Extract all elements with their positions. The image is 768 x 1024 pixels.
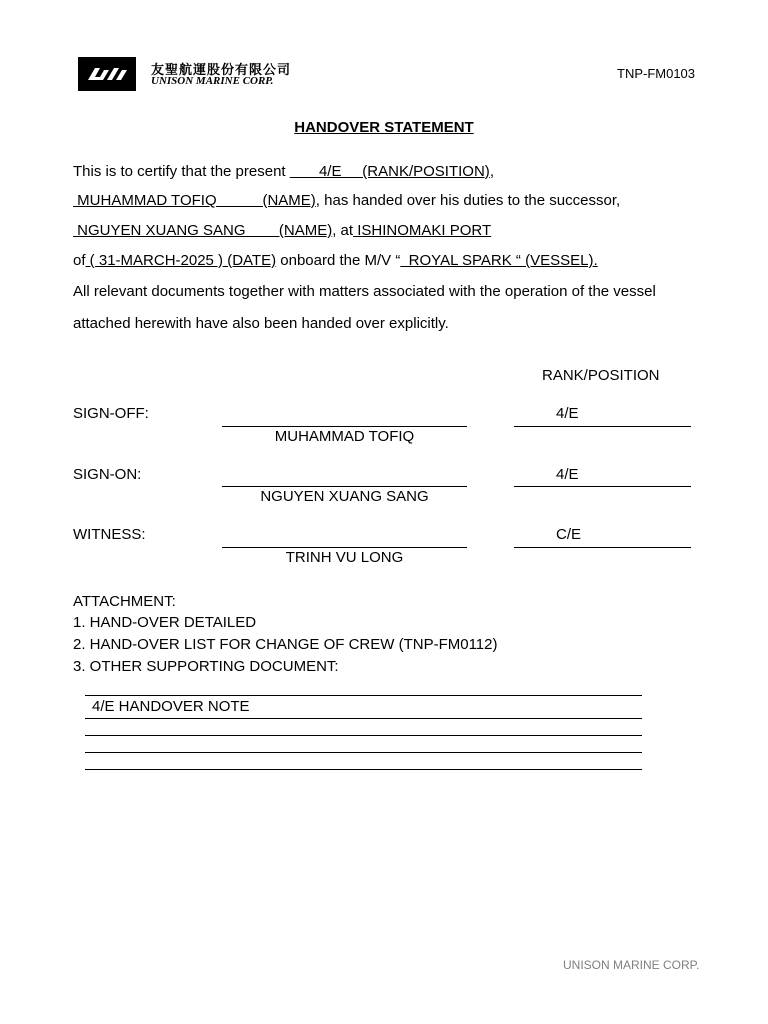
supporting-line: [85, 695, 642, 696]
attachment-item: 2. HAND-OVER LIST FOR CHANGE OF CREW (TNP-FM0112): [73, 636, 498, 653]
witness-rank: C/E: [556, 526, 582, 543]
statement-text: , at: [332, 222, 354, 239]
unison-logo-icon: [78, 57, 136, 91]
supporting-line: [85, 718, 642, 719]
statement-line-4: [73, 252, 598, 270]
attachment-item: 1. HAND-OVER DETAILED: [73, 614, 257, 631]
signature-line: [222, 426, 467, 427]
statement-text: , has handed over his duties to the successor,: [315, 192, 621, 209]
supporting-document-entry: 4/E HANDOVER NOTE: [92, 698, 250, 715]
rank-line: [514, 426, 691, 427]
company-name-english: UNISON MARINE CORP.: [151, 75, 274, 87]
page-footer: UNISON MARINE CORP.: [563, 958, 700, 972]
statement-line-2: [73, 192, 620, 210]
attachment-heading: ATTACHMENT:: [73, 593, 176, 610]
sign-off-name: MUHAMMAD TOFIQ: [274, 428, 415, 445]
sign-on-rank: 4/E: [556, 466, 579, 483]
sign-off-label: SIGN-OFF:: [73, 405, 149, 422]
statement-text: of: [73, 252, 86, 269]
rank-field: 4/E (RANK/POSITION): [289, 163, 490, 180]
name-field: MUHAMMAD TOFIQ (NAME): [73, 192, 316, 209]
attachment-item: 3. OTHER SUPPORTING DOCUMENT:: [73, 658, 339, 675]
port-field: ISHINOMAKI PORT: [353, 222, 492, 239]
document-title: HANDOVER STATEMENT: [294, 119, 474, 136]
statement-line-5: All relevant documents together with matters associated with the operation of the vessel: [73, 283, 656, 300]
rank-line: [514, 486, 691, 487]
date-field: ( 31-MARCH-2025 ) (DATE): [85, 252, 277, 269]
rank-line: [514, 547, 691, 548]
supporting-line: [85, 752, 642, 753]
statement-line-3: [73, 222, 491, 240]
successor-name-field: NGUYEN XUANG SANG (NAME): [73, 222, 333, 239]
statement-text: This is to certify that the present: [73, 163, 290, 180]
signature-line: [222, 486, 467, 487]
statement-line-6: attached herewith have also been handed over explicitly.: [73, 315, 449, 332]
supporting-line: [85, 735, 642, 736]
sign-off-rank: 4/E: [556, 405, 579, 422]
rank-position-header: RANK/POSITION: [542, 367, 660, 384]
supporting-line: [85, 769, 642, 770]
witness-name: TRINH VU LONG: [285, 549, 404, 566]
signature-line: [222, 547, 467, 548]
statement-text: ,: [489, 163, 494, 180]
statement-text: onboard the M/V “: [276, 252, 401, 269]
statement-line-1: [73, 163, 494, 181]
company-name-chinese: 友聖航運股份有限公司: [151, 63, 292, 78]
sign-on-label: SIGN-ON:: [73, 466, 142, 483]
vessel-field: ROYAL SPARK “ (VESSEL).: [400, 252, 598, 269]
sign-on-name: NGUYEN XUANG SANG: [260, 488, 429, 505]
form-code: TNP-FM0103: [617, 66, 696, 81]
witness-label: WITNESS:: [73, 526, 146, 543]
